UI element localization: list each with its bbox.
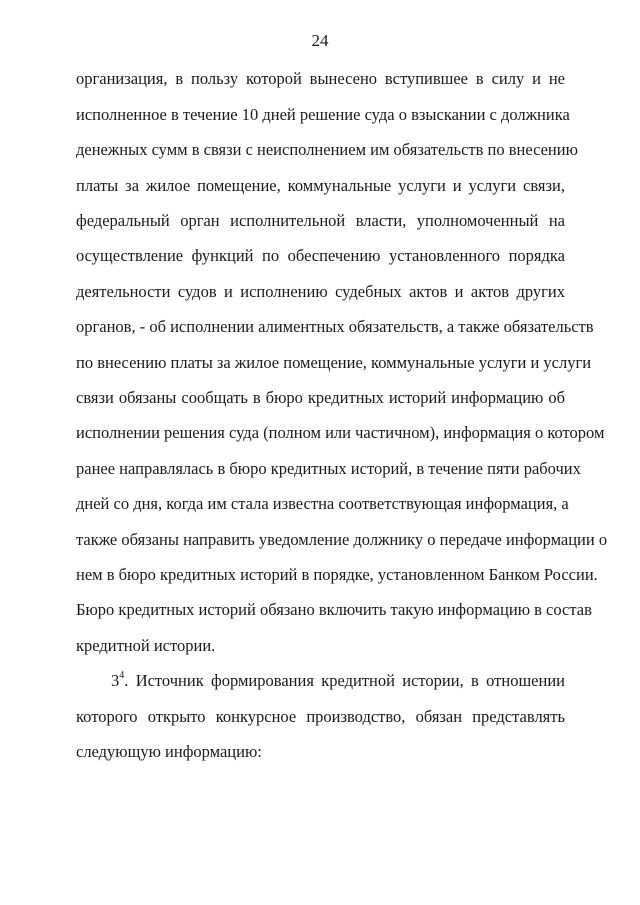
text-line: исполненное в течение 10 дней решение суда о взыскании с должника bbox=[76, 105, 570, 124]
paragraph-number-superscript: 4 bbox=[119, 669, 125, 681]
text-line: денежных сумм в связи с неисполнением им обязательств по внесению bbox=[76, 140, 578, 159]
text-line: которого открыто конкурсное производство, обязан представлять bbox=[76, 707, 565, 726]
text-line: по внесению платы за жилое помещение, коммунальные услуги и услуги bbox=[76, 353, 592, 372]
numbered-paragraph-first-line bbox=[111, 671, 565, 691]
text-line: платы за жилое помещение, коммунальные услуги и услуги связи, bbox=[76, 176, 565, 195]
text-line: дней со дня, когда им стала известна соответствующая информация, а bbox=[76, 494, 569, 513]
text-line: федеральный орган исполнительной власти, уполномоченный на bbox=[76, 211, 565, 230]
text-line: Бюро кредитных историй обязано включить такую информацию в состав bbox=[76, 600, 592, 619]
page-number: 24 bbox=[311, 31, 329, 50]
text-line: кредитной истории. bbox=[76, 636, 216, 655]
text-line: осуществление функций по обеспечению установленного порядка bbox=[76, 246, 565, 265]
text-line: нем в бюро кредитных историй в порядке, установленном Банком России. bbox=[76, 565, 598, 584]
paragraph-number: $3^4$ bbox=[111, 669, 125, 690]
text-line: исполнении решения суда (полном или частичном), информация о котором bbox=[76, 423, 605, 442]
text-line: организация, в пользу которой вынесено вступившее в силу и не bbox=[76, 69, 565, 88]
text-line: связи обязаны сообщать в бюро кредитных историй информацию об bbox=[76, 388, 565, 407]
text-line: деятельности судов и исполнению судебных актов и актов других bbox=[76, 282, 565, 301]
text-line: ранее направлялась в бюро кредитных историй, в течение пяти рабочих bbox=[76, 459, 581, 478]
text-line: следующую информацию: bbox=[76, 742, 262, 761]
text-line: также обязаны направить уведомление должнику о передаче информации о bbox=[76, 530, 608, 549]
text-line: органов, - об исполнении алиментных обязательств, а также обязательств bbox=[76, 317, 594, 336]
text-fragment: . Источник формирования кредитной истории, в отношении bbox=[124, 671, 565, 690]
